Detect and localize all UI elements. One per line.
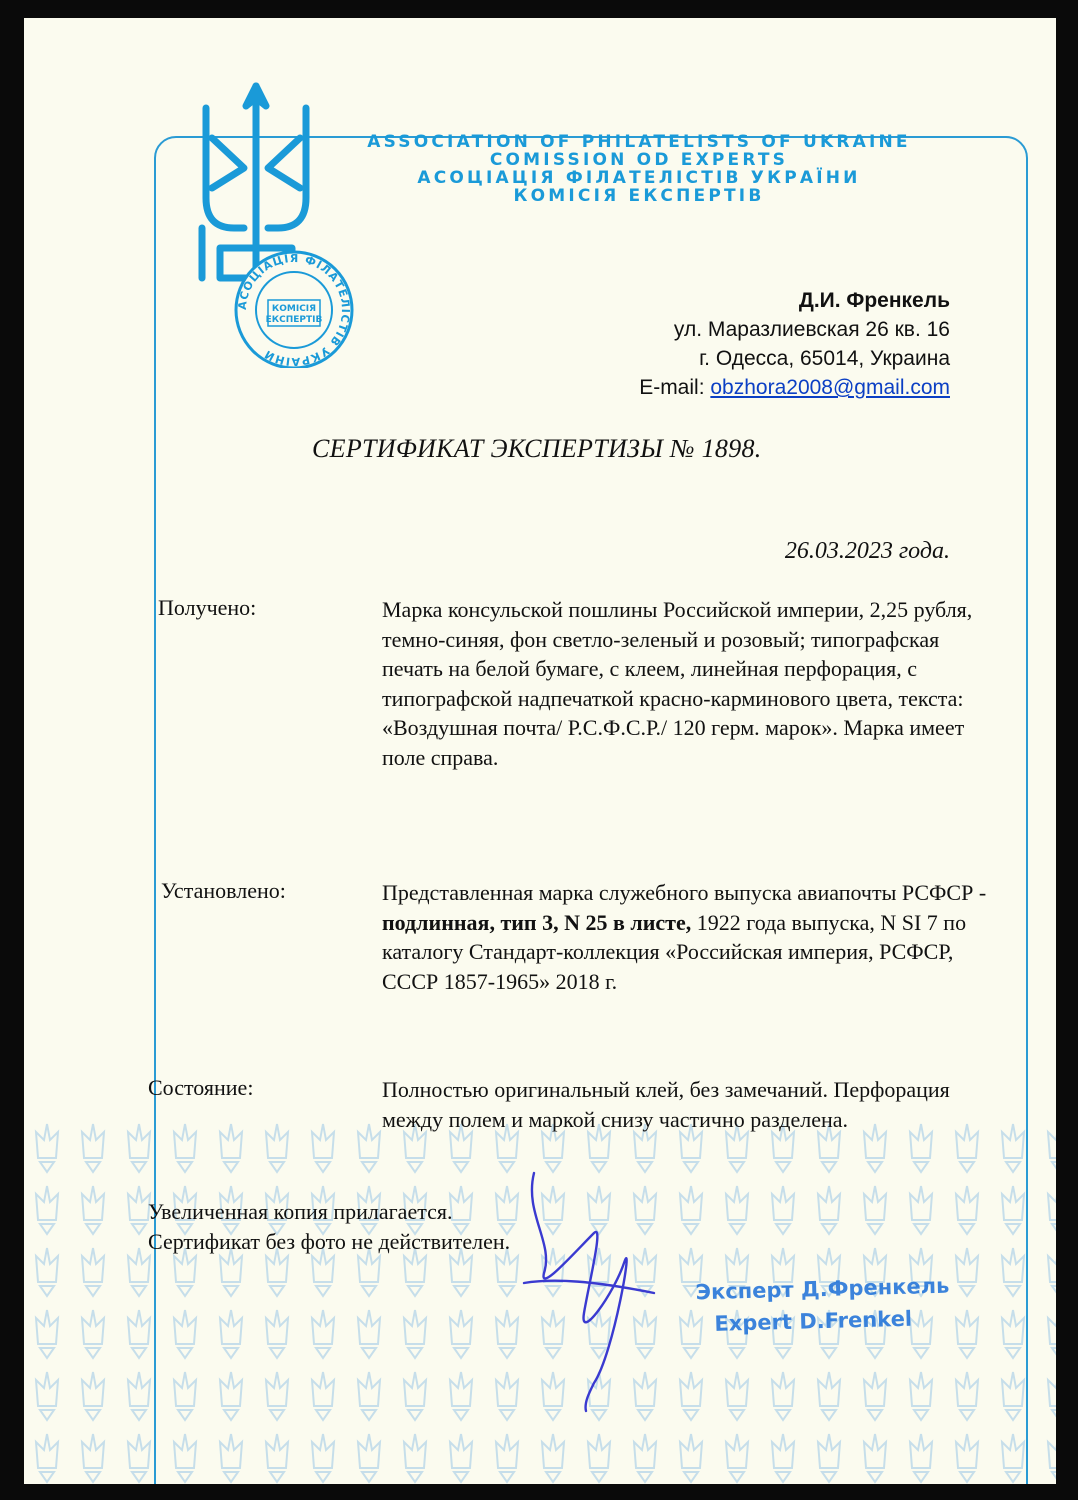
expert-stamp — [695, 1270, 950, 1341]
signature-icon — [494, 1153, 694, 1413]
seal-center-line1: КОМІСІЯ — [271, 304, 317, 314]
seal-center-line2: ЕКСПЕРТІВ — [265, 315, 323, 325]
condition-text: Полностью оригинальный клей, без замечаний. Перфорация между полем и маркой снизу частично разделена. — [382, 1077, 950, 1132]
sender-name: Д.И. Френкель — [798, 289, 950, 312]
seal-icon — [236, 252, 352, 368]
association-line-1: ASSOCIATION OF PHILATELISTS OF UKRAINE — [367, 132, 911, 152]
sender-street: ул. Маразлиевская 26 кв. 16 — [673, 318, 950, 341]
seal-ring-text: АСОЦІАЦІЯ ФІЛАТЕЛІСТІВ УКРАЇНИ — [235, 251, 353, 368]
trident-logo-icon — [202, 86, 306, 278]
note-enlarged-copy: Увеличенная копия прилагается. — [148, 1199, 453, 1224]
association-header — [324, 133, 954, 205]
received-label: Получено: — [158, 595, 257, 620]
sender-email-row — [639, 373, 950, 402]
certificate-sheet — [24, 18, 1056, 1484]
established-text-bold: подлинная, тип 3, N 25 в листе, — [382, 909, 692, 935]
sender-address — [639, 286, 950, 402]
expert-stamp-line2: Expert D.Frenkel — [714, 1306, 913, 1336]
established-text-after: 1922 года выпуска, N SI 7 по каталогу Стандарт-коллекция «Российская империя, РСФСР, СССР 1857-1965» 2018 г. — [382, 909, 967, 994]
received-text: Марка консульской пошлины Российской империи, 2,25 рубля, темно-синяя, фон светло-зеленый и розовый; типографская печать на белой бумаге, с клеем, линейная перфорация, с типографской надпечаткой красно-карминового цвета, текста: «Воздушная почта/ Р.С.Ф.С.Р./ 120 герм. марок». Марка имеет поле справа. — [382, 597, 973, 770]
certificate-date: 26.03.2023 года. — [784, 538, 950, 564]
association-line-4: КОМІСІЯ ЕКСПЕРТІВ — [513, 186, 765, 206]
established-text-before: Представленная марка служебного выпуска авиапочты РСФСР - — [382, 880, 987, 905]
association-line-2: COMISSION OD EXPERTS — [489, 150, 789, 170]
certificate-title: СЕРТИФИКАТ ЭКСПЕРТИЗЫ № 1898. — [312, 434, 762, 463]
email-label: E-mail: — [639, 376, 705, 399]
email-link[interactable]: obzhora2008@gmail.com — [710, 376, 950, 399]
association-logo — [184, 78, 374, 368]
established-label: Установлено: — [161, 878, 286, 903]
condition-label: Состояние: — [148, 1075, 254, 1100]
sender-city: г. Одесса, 65014, Украина — [699, 347, 950, 370]
association-line-3: АСОЦІАЦІЯ ФІЛАТЕЛІСТІВ УКРАЇНИ — [417, 168, 861, 188]
established-text — [382, 878, 1002, 996]
note-photo-required: Сертификат без фото не действителен. — [148, 1229, 511, 1254]
expert-stamp-line1: Эксперт Д.Френкель — [695, 1273, 950, 1305]
